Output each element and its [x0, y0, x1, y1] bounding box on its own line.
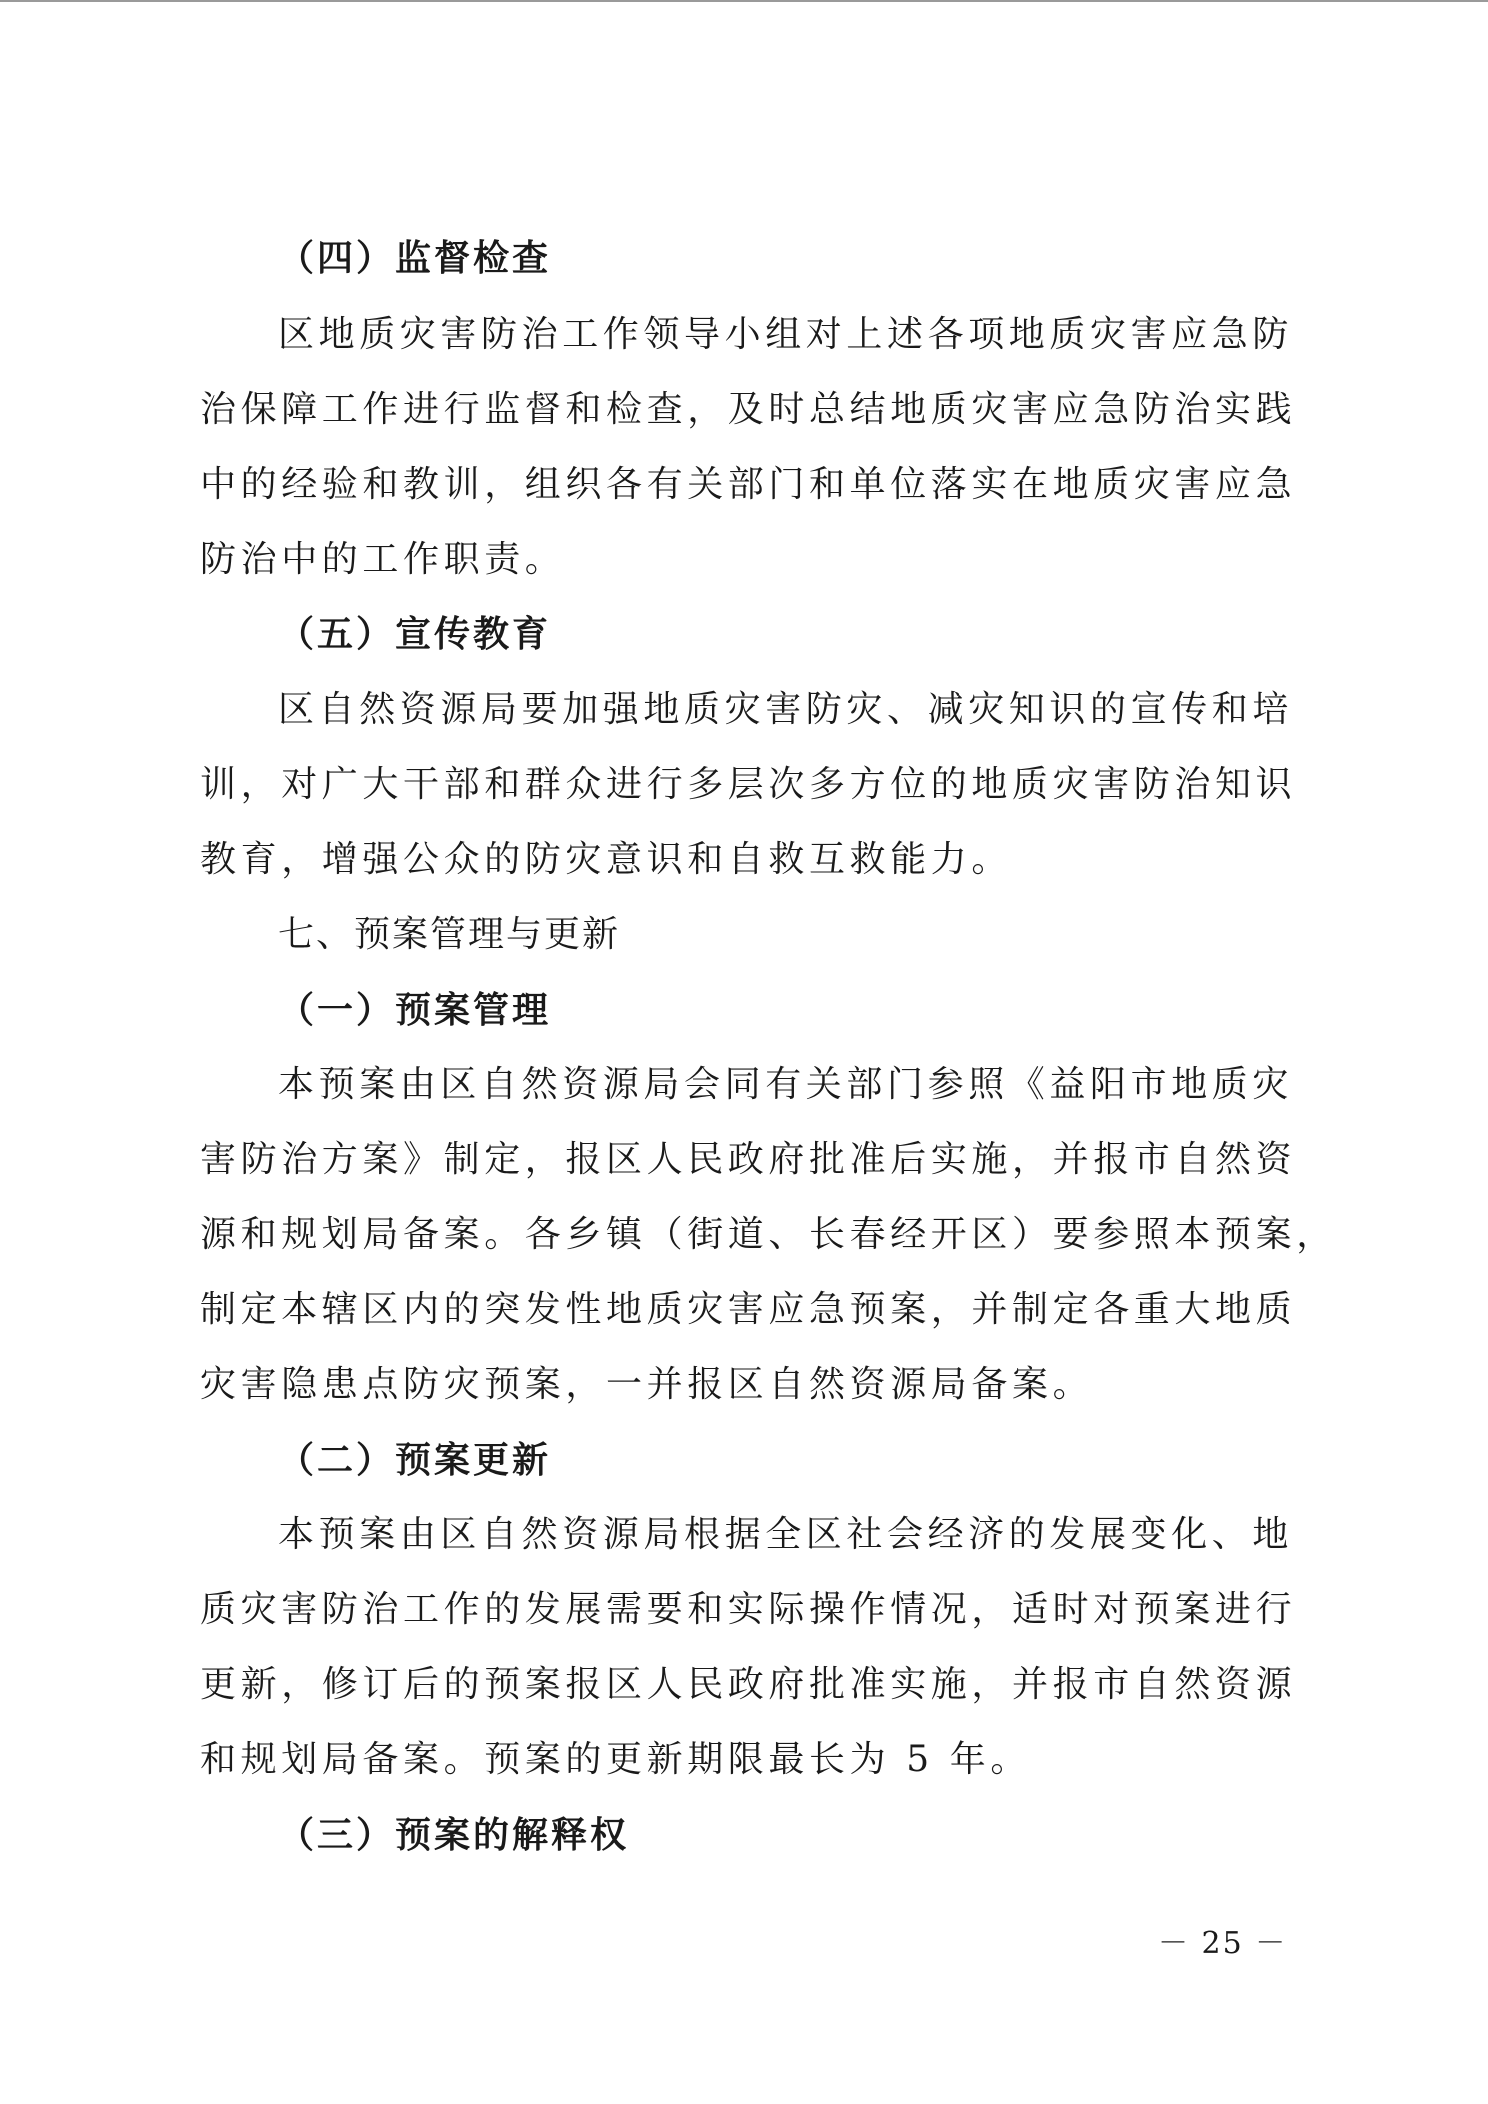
section-heading-publicity: （五）宣传教育: [278, 613, 552, 655]
paragraph-line: 更新，修订后的预案报区人民政府批准实施，并报市自然资源: [200, 1664, 1297, 1705]
paragraph-line: 中的经验和教训，组织各有关部门和单位落实在地质灾害应急: [200, 464, 1297, 505]
paragraph-line: 治保障工作进行监督和检查，及时总结地质灾害应急防治实践: [200, 389, 1297, 430]
paragraph-line: 害防治方案》制定，报区人民政府批准后实施，并报市自然资: [200, 1139, 1297, 1180]
paragraph-line: 区地质灾害防治工作领导小组对上述各项地质灾害应急防: [278, 314, 1294, 355]
paragraph-line: 质灾害防治工作的发展需要和实际操作情况，适时对预案进行: [200, 1589, 1297, 1630]
section-heading-supervision: （四）监督检查: [278, 237, 552, 279]
chapter-heading-plan-management: 七、预案管理与更新: [278, 914, 621, 955]
paragraph-line: 源和规划局备案。各乡镇（街道、长春经开区）要参照本预案，: [200, 1214, 1337, 1255]
paragraph-line: 灾害隐患点防灾预案，一并报区自然资源局备案。: [200, 1364, 1094, 1405]
paragraph-line: 本预案由区自然资源局会同有关部门参照《益阳市地质灾: [278, 1064, 1294, 1105]
top-border-line: [0, 0, 1488, 2]
paragraph-line: 训，对广大干部和群众进行多层次多方位的地质灾害防治知识: [200, 764, 1297, 805]
paragraph-line: 防治中的工作职责。: [200, 539, 566, 580]
paragraph-line: 区自然资源局要加强地质灾害防灾、减灾知识的宣传和培: [278, 689, 1294, 730]
section-heading-plan-update: （二）预案更新: [278, 1439, 552, 1481]
paragraph-line: 教育，增强公众的防灾意识和自救互救能力。: [200, 839, 1013, 880]
section-heading-plan-management: （一）预案管理: [278, 989, 552, 1031]
paragraph-line: 和规划局备案。预案的更新期限最长为 5 年。: [200, 1739, 1031, 1780]
section-heading-interpretation: （三）预案的解释权: [278, 1814, 630, 1856]
paragraph-line: 制定本辖区内的突发性地质灾害应急预案，并制定各重大地质: [200, 1289, 1297, 1330]
paragraph-line: 本预案由区自然资源局根据全区社会经济的发展变化、地: [278, 1514, 1294, 1555]
page-number: － 25 －: [1158, 1926, 1288, 1961]
